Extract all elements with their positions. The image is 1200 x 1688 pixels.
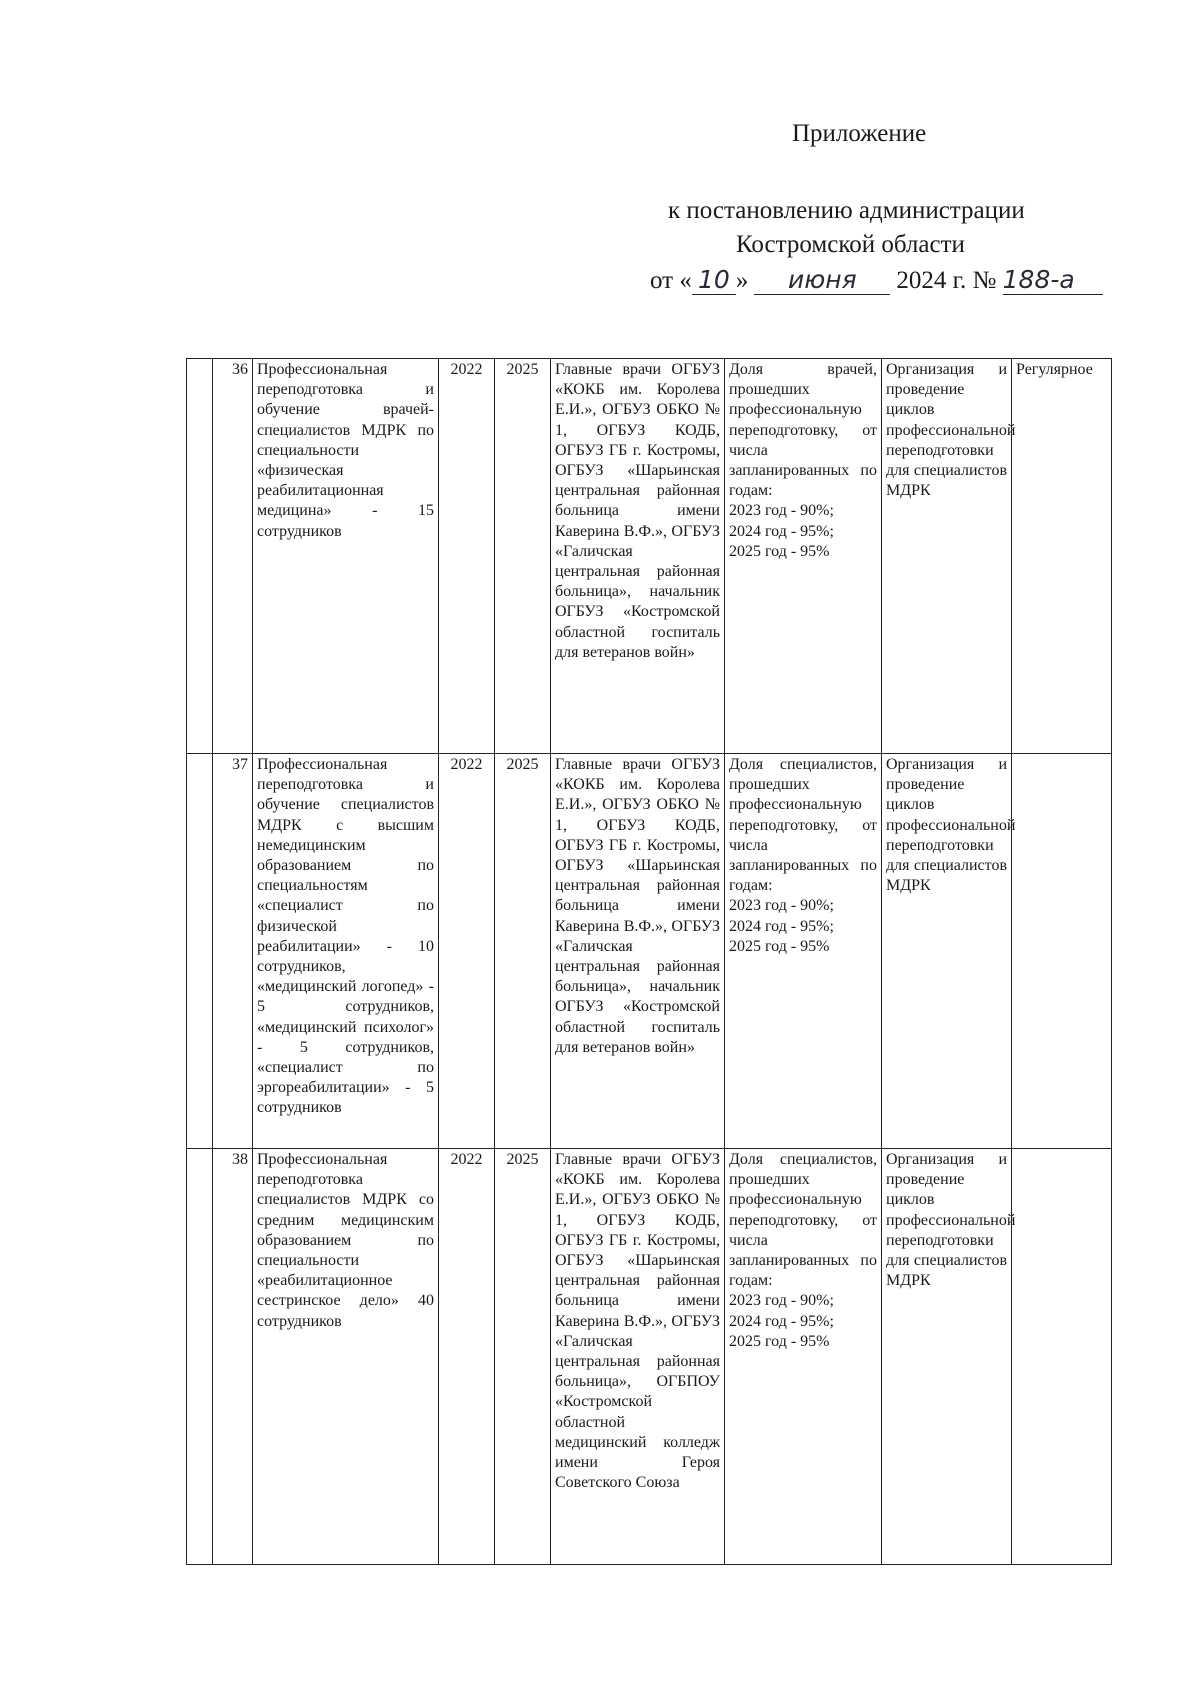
table-row	[187, 754, 1112, 1149]
indicator-cell	[725, 754, 882, 1149]
measure-name: Профессиональная переподготовка и обучение врачей-специалистов МДРК по специальности «физическая реабилитационная медицина» - 15 сотрудников	[253, 359, 439, 754]
periodicity: Регулярное	[1012, 359, 1112, 754]
table-row	[187, 359, 1112, 754]
decree-date-line	[650, 265, 1103, 295]
indicator-2024: 2024 год - 95%;	[729, 522, 834, 540]
indicator-cell	[725, 1149, 882, 1565]
start-year: 2022	[439, 754, 495, 1149]
expected-result: Организация и проведение циклов профессиональной переподготовки для специалистов МДРК	[882, 1149, 1012, 1565]
indicator-text: Доля врачей, прошедших профессиональную переподготовку, от числа запланированных по годам:	[729, 361, 877, 500]
handwritten-day: 10	[692, 265, 736, 295]
periodicity	[1012, 754, 1112, 1149]
expected-result: Организация и проведение циклов профессиональной переподготовки для специалистов МДРК	[882, 359, 1012, 754]
blank-lead-cell	[187, 1149, 213, 1565]
end-year: 2025	[495, 1149, 551, 1565]
measure-name: Профессиональная переподготовка специалистов МДРК со средним медицинским образованием по специальности «реабилитационное сестринское дело» 40 сотрудников	[253, 1149, 439, 1565]
indicator-2023: 2023 год - 90%;	[729, 897, 834, 915]
indicator-2023: 2023 год - 90%;	[729, 502, 834, 520]
indicator-2025: 2025 год - 95%	[729, 937, 830, 955]
date-prefix: от «	[650, 267, 692, 294]
region-name-line: Костромской области	[736, 231, 965, 258]
start-year: 2022	[439, 1149, 495, 1565]
end-year: 2025	[495, 359, 551, 754]
indicator-2023: 2023 год - 90%;	[729, 1292, 834, 1310]
indicator-2025: 2025 год - 95%	[729, 1332, 830, 1350]
indicator-cell	[725, 359, 882, 754]
date-day-close: »	[735, 267, 749, 294]
start-year: 2022	[439, 359, 495, 754]
periodicity	[1012, 1149, 1112, 1565]
handwritten-decree-number: 188-а	[1003, 265, 1103, 295]
indicator-text: Доля специалистов, прошедших профессиональную переподготовку, от числа запланированных по годам:	[729, 1151, 877, 1290]
indicator-2025: 2025 год - 95%	[729, 542, 830, 560]
row-number: 38	[213, 1149, 253, 1565]
indicator-2024: 2024 год - 95%;	[729, 917, 834, 935]
indicator-text: Доля специалистов, прошедших профессиональную переподготовку, от числа запланированных по годам:	[729, 756, 877, 895]
date-year-number-label: 2024 г. №	[896, 267, 997, 294]
decree-reference-line: к постановлению администрации	[668, 197, 1025, 224]
blank-lead-cell	[187, 754, 213, 1149]
appendix-title: Приложение	[792, 120, 927, 147]
responsible-executors: Главные врачи ОГБУЗ «КОКБ им. Королева Е.И.», ОГБУЗ ОБКО № 1, ОГБУЗ КОДБ, ОГБУЗ ГБ г. Костромы, ОГБУЗ «Шарьинская центральная районная больница имени Каверина В.Ф.», ОГБУЗ «Галичская центральная районная больница», начальник ОГБУЗ «Костромской областной госпиталь для ветеранов войн»	[551, 754, 725, 1149]
measures-table	[186, 358, 1112, 1565]
blank-lead-cell	[187, 359, 213, 754]
row-number: 37	[213, 754, 253, 1149]
row-number: 36	[213, 359, 253, 754]
responsible-executors: Главные врачи ОГБУЗ «КОКБ им. Королева Е.И.», ОГБУЗ ОБКО № 1, ОГБУЗ КОДБ, ОГБУЗ ГБ г. Костромы, ОГБУЗ «Шарьинская центральная районная больница имени Каверина В.Ф.», ОГБУЗ «Галичская центральная районная больница», ОГБПОУ «Костромской областной медицинский колледж имени Героя Советского Союза	[551, 1149, 725, 1565]
measure-name: Профессиональная переподготовка и обучение специалистов МДРК с высшим немедицинским образованием по специальностям «специалист по физической реабилитации» - 10 сотрудников, «медицинский логопед» - 5 сотрудников, «медицинский психолог» - 5 сотрудников, «специалист по эргореабилитации» - 5 сотрудников	[253, 754, 439, 1149]
expected-result: Организация и проведение циклов профессиональной переподготовки для специалистов МДРК	[882, 754, 1012, 1149]
indicator-2024: 2024 год - 95%;	[729, 1312, 834, 1330]
end-year: 2025	[495, 754, 551, 1149]
responsible-executors: Главные врачи ОГБУЗ «КОКБ им. Королева Е.И.», ОГБУЗ ОБКО № 1, ОГБУЗ КОДБ, ОГБУЗ ГБ г. Костромы, ОГБУЗ «Шарьинская центральная районная больница имени Каверина В.Ф.», ОГБУЗ «Галичская центральная районная больница», начальник ОГБУЗ «Костромской областной госпиталь для ветеранов войн»	[551, 359, 725, 754]
handwritten-month: июня	[754, 265, 890, 295]
table-row	[187, 1149, 1112, 1565]
